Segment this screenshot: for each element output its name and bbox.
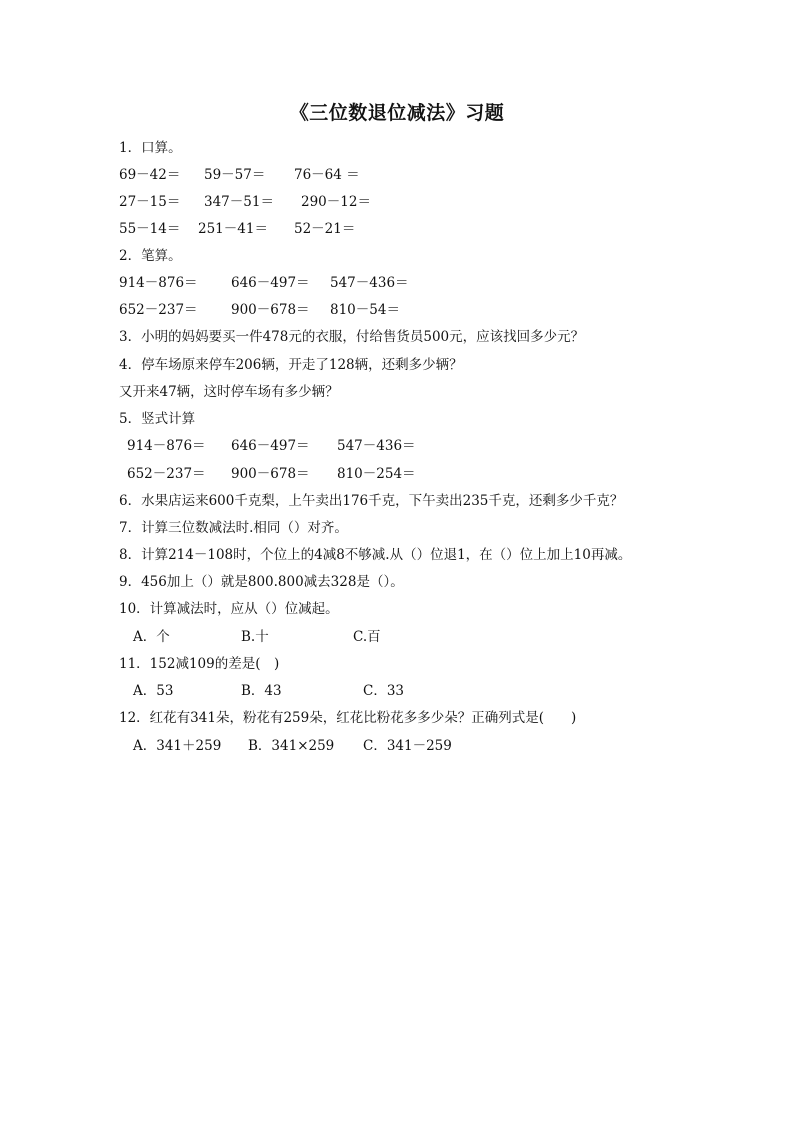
question-7: 7．计算三位数减法时.相同（）对齐。 xyxy=(119,520,348,536)
q1-item: 52－21＝ xyxy=(294,221,356,237)
q1-item: 347－51＝ xyxy=(204,194,274,210)
question-6: 6．水果店运来600千克梨，上午卖出176千克，下午卖出235千克，还剩多少千克？ xyxy=(119,493,624,509)
q10-option-b: B.十 xyxy=(241,629,269,645)
question-3: 3．小明的妈妈要买一件478元的衣服，付给售货员500元，应该找回多少元？ xyxy=(119,329,585,345)
q5-item: 914－876＝ xyxy=(127,438,206,454)
q1-item: 251－41＝ xyxy=(198,221,268,237)
question-5-heading: 5．竖式计算 xyxy=(119,411,196,427)
page-title: 《三位数退位减法》习题 xyxy=(289,102,505,124)
q1-item: 59－57＝ xyxy=(204,167,266,183)
q2-item: 646－497＝ xyxy=(231,275,310,291)
q10-option-a: A．个 xyxy=(133,629,170,645)
q1-item: 76－64 ＝ xyxy=(294,167,360,183)
question-9: 9．456加上（）就是800.800减去328是（）。 xyxy=(119,574,404,590)
question-4-line-2: 又开来47辆，这时停车场有多少辆？ xyxy=(119,384,339,400)
q11-option-c: C．33 xyxy=(363,683,405,699)
q12-option-c: C．341－259 xyxy=(363,738,452,754)
q2-item: 900－678＝ xyxy=(231,302,310,318)
q1-item: 27－15＝ xyxy=(119,194,181,210)
q2-item: 914－876＝ xyxy=(119,275,198,291)
q2-item: 810－54＝ xyxy=(330,302,400,318)
question-12: 12．红花有341朵，粉花有259朵，红花比粉花多多少朵？正确列式是( ) xyxy=(119,710,577,726)
q12-option-b: B．341×259 xyxy=(248,738,335,754)
q11-option-a: A．53 xyxy=(133,683,174,699)
q12-option-a: A．341＋259 xyxy=(133,738,222,754)
q2-item: 547－436＝ xyxy=(330,275,409,291)
question-4-line-1: 4．停车场原来停车206辆，开走了128辆，还剩多少辆？ xyxy=(119,357,463,373)
question-8: 8．计算214－108时，个位上的4减8不够减.从（）位退1，在（）位上加上10再减。 xyxy=(119,547,632,563)
q1-item: 69－42＝ xyxy=(119,167,181,183)
q10-option-c: C.百 xyxy=(353,629,381,645)
q5-item: 652－237＝ xyxy=(127,466,206,482)
q2-item: 652－237＝ xyxy=(119,302,198,318)
question-1-heading: 1．口算。 xyxy=(119,140,182,156)
q11-option-b: B．43 xyxy=(241,683,282,699)
q5-item: 810－254＝ xyxy=(337,466,416,482)
q5-item: 900－678＝ xyxy=(231,466,310,482)
q5-item: 547－436＝ xyxy=(337,438,416,454)
q1-item: 55－14＝ xyxy=(119,221,181,237)
question-2-heading: 2．笔算。 xyxy=(119,248,182,264)
q1-item: 290－12＝ xyxy=(301,194,371,210)
question-11: 11．152减109的差是( ) xyxy=(119,656,280,672)
q5-item: 646－497＝ xyxy=(231,438,310,454)
question-10: 10．计算减法时，应从（）位减起。 xyxy=(119,601,339,617)
